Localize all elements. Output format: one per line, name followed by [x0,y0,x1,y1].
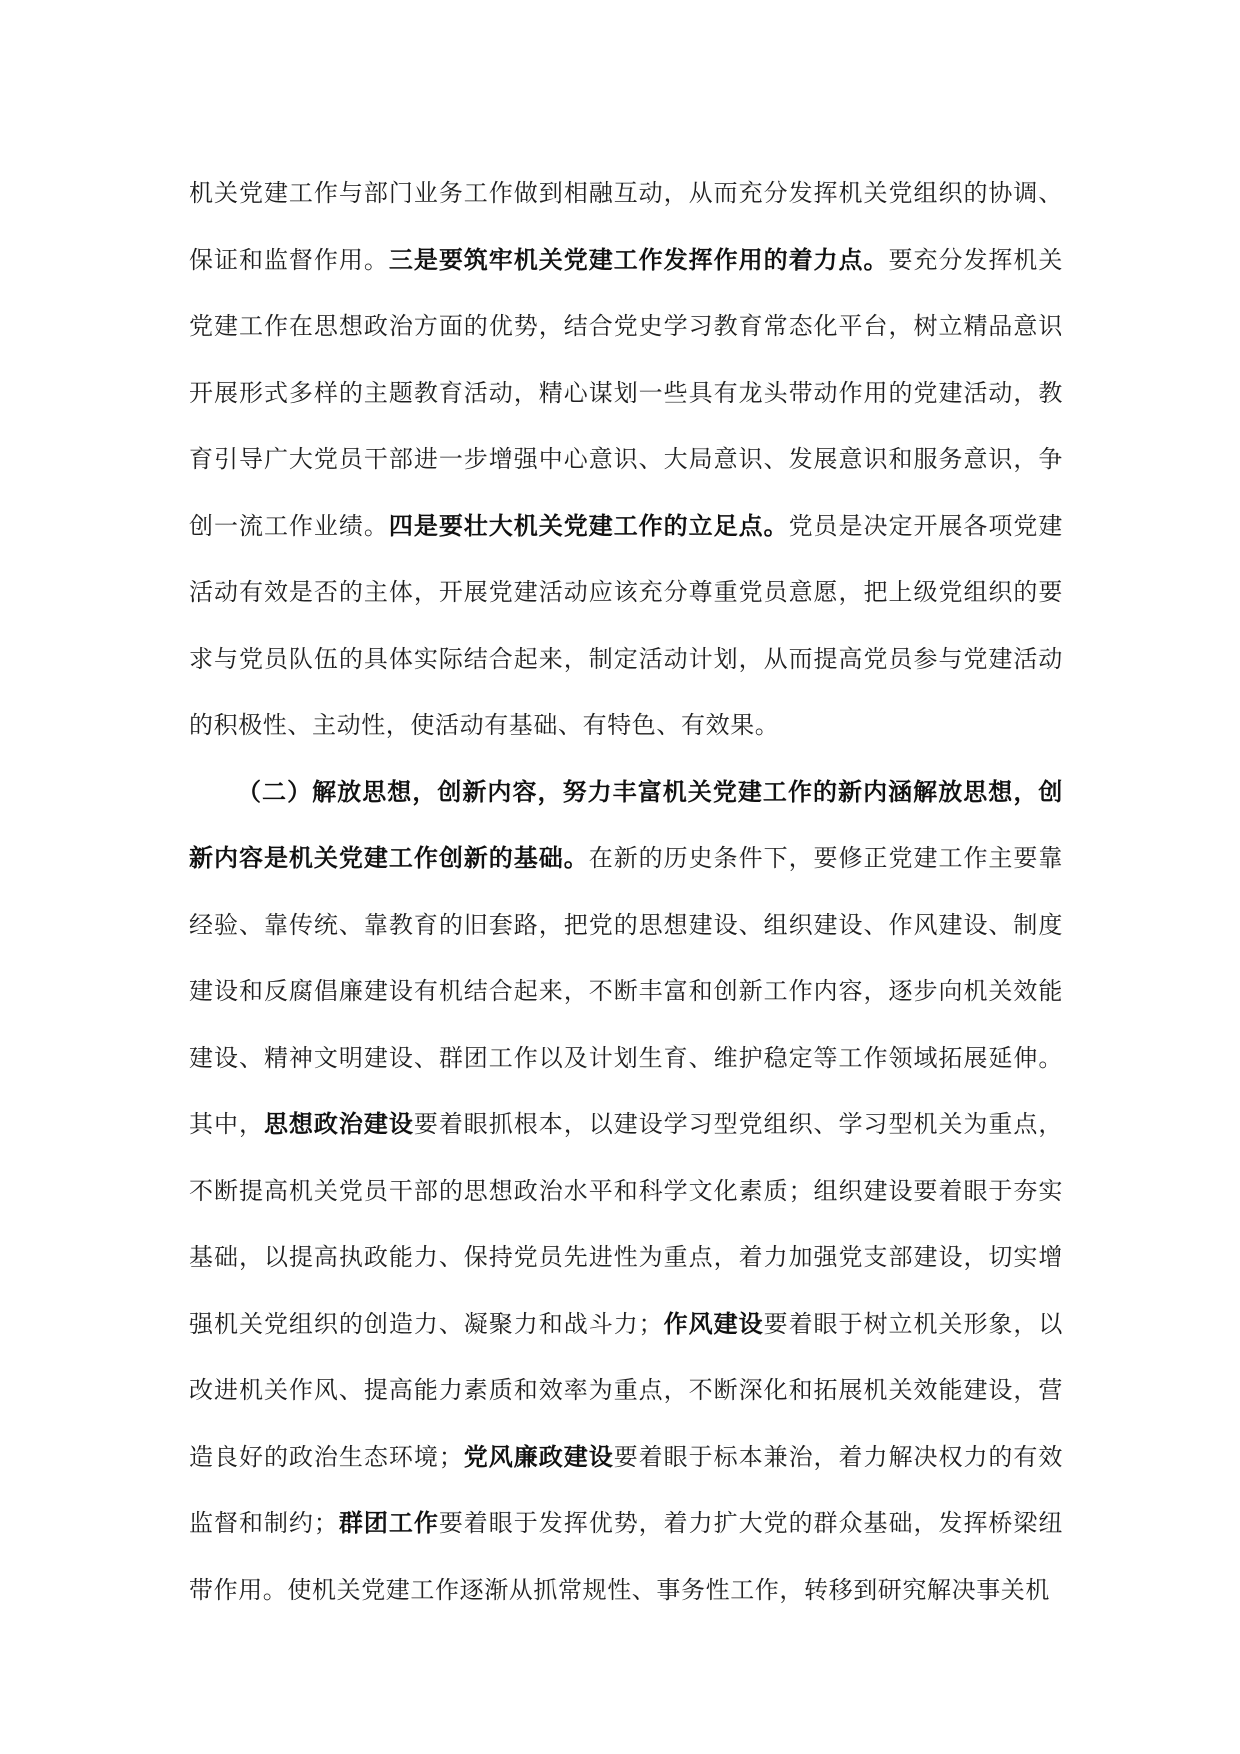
section-heading: （二）解放思想，创新内容，努力丰富机关党建工作的新内涵解放思想，创新内容是机关党建工作创新的基础。 [189,777,1063,872]
body-text: 要充分发挥机关党建工作在思想政治方面的优势，结合党史学习教育常态化平台，树立精品意识开展形式多样的主题教育活动，精心谋划一些具有龙头带动作用的党建活动，教育引导广大党员干部进一步增强中心意识、大局意识、发展意识和服务意识，争创一流工作业绩。 [189,245,1063,540]
document-body [189,160,1063,1623]
body-text: 在新的历史条件下，要修正党建工作主要靠经验、靠传统、靠教育的旧套路，把党的思想建设、组织建设、作风建设、制度建设和反腐倡廉建设有机结合起来，不断丰富和创新工作内容，逐步向机关效能建设、精神文明建设、群团工作以及计划生育、维护稳定等工作领域拓展延伸。其中， [189,844,1063,1138]
body-text: 要着眼于标本兼治，着力解决权力的有效监督和制约； [189,1442,1063,1537]
body-text: 机关党建工作与部门业务工作做到相融互动，从而充分发挥机关党组织的协调、保证和监督作用。 [189,179,1063,274]
body-text: 要着眼抓根本，以建设学习型党组织、学习型机关为重点，不断提高机关党员干部的思想政治水平和科学文化素质；组织建设要着眼于夯实基础，以提高执政能力、保持党员先进性为重点，着力加强党支部建设，切实增强机关党组织的创造力、凝聚力和战斗力； [189,1110,1063,1338]
paragraph-continuation [189,160,1063,759]
bold-heading-point-three: 三是要筑牢机关党建工作发挥作用的着力点。 [388,245,889,274]
bold-heading-point-four: 四是要壮大机关党建工作的立足点。 [388,511,789,540]
bold-term-ideological-building: 思想政治建设 [263,1110,414,1138]
body-text: 要着眼于树立机关形象，以改进机关作风、提高能力素质和效率为重点，不断深化和拓展机关效能建设，营造良好的政治生态环境； [189,1309,1063,1471]
body-text: 要着眼于发挥优势，着力扩大党的群众基础，发挥桥梁纽带作用。使机关党建工作逐渐从抓常规性、事务性工作，转移到研究解决事关机 [189,1509,1063,1604]
bold-term-mass-organizations: 群团工作 [338,1509,439,1537]
paragraph-section-two [189,759,1063,1624]
bold-term-work-style: 作风建设 [663,1309,764,1338]
bold-term-clean-governance: 党风廉政建设 [463,1442,614,1471]
body-text: 党员是决定开展各项党建活动有效是否的主体，开展党建活动应该充分尊重党员意愿，把上级党组织的要求与党员队伍的具体实际结合起来，制定活动计划，从而提高党员参与党建活动的积极性、主动性，使活动有基础、有特色、有效果。 [189,511,1063,739]
